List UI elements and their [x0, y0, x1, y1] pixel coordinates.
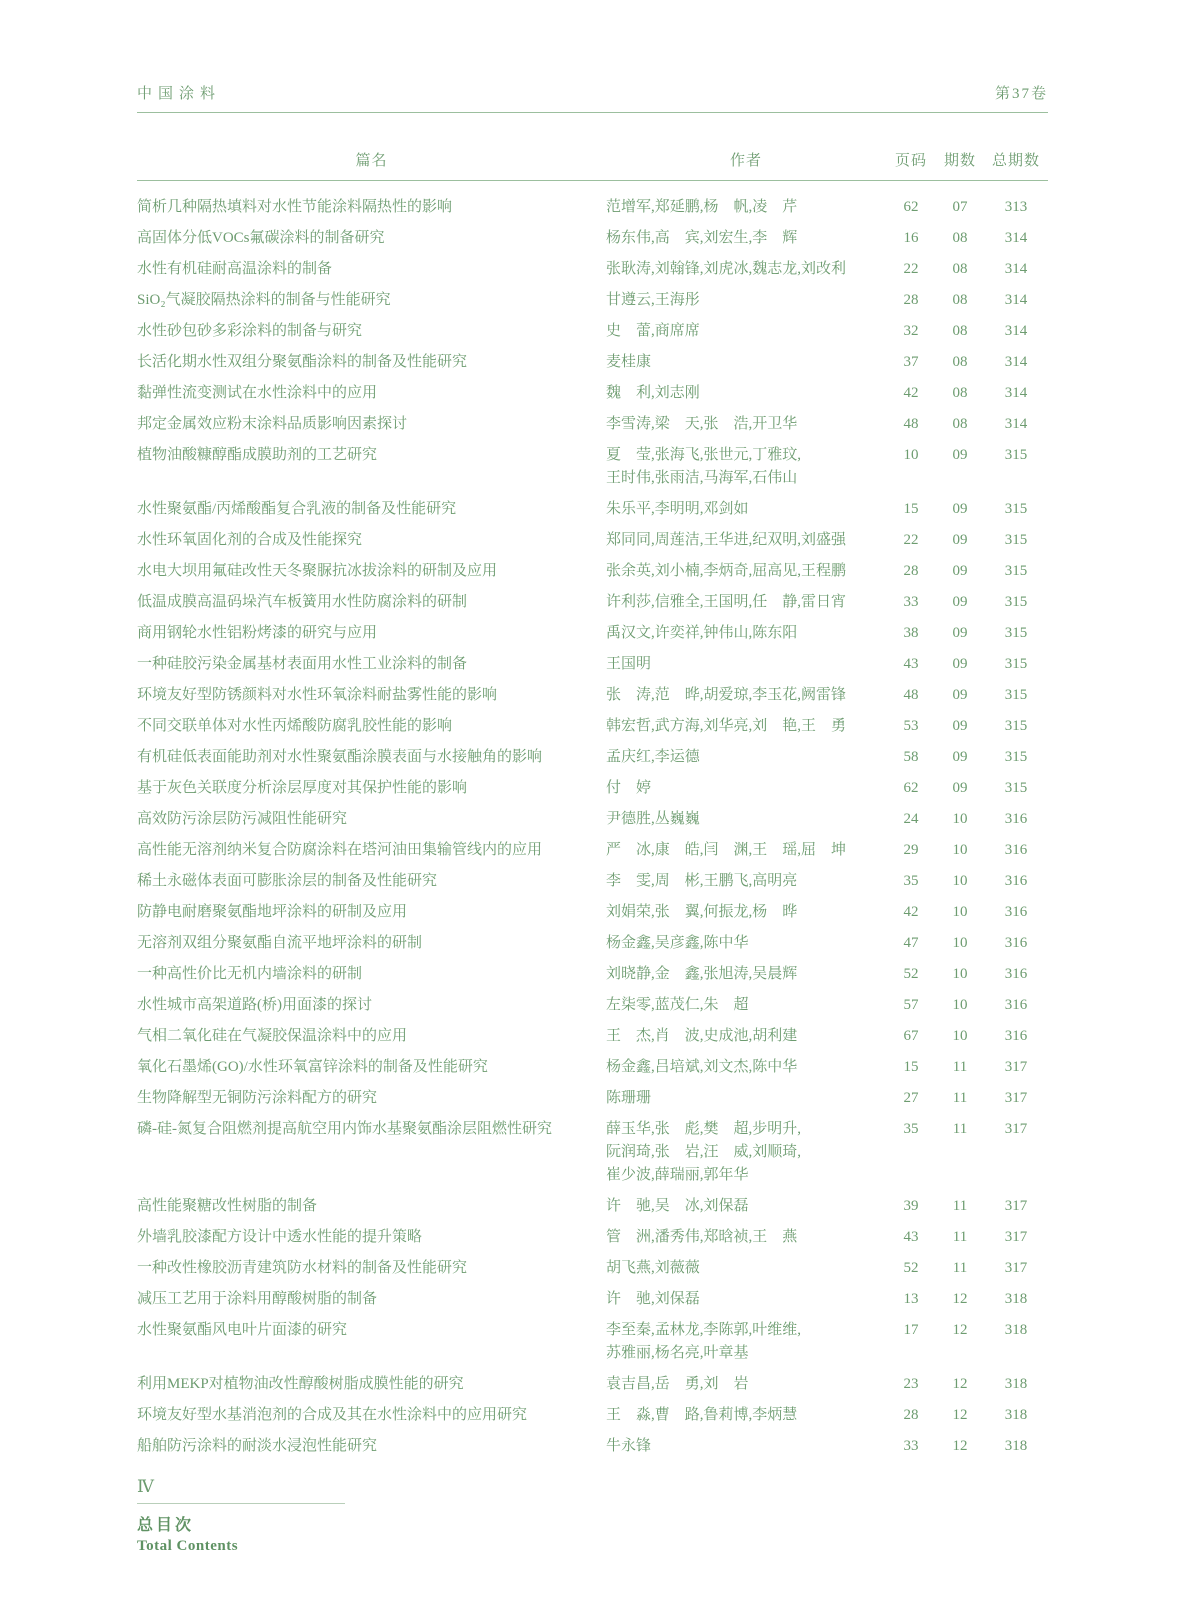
article-title: 水电大坝用氟硅改性天冬聚脲抗冰拔涂料的研制及应用	[137, 563, 498, 579]
author-line: 麦桂康	[606, 354, 652, 370]
article-title: 高固体分低VOCs氟碳涂料的制备研究	[137, 230, 385, 246]
article-title: 环境友好型防锈颜料对水性环氧涂料耐盐雾性能的影响	[137, 687, 498, 703]
authors-cell	[606, 653, 886, 676]
issue-number-cell: 12	[952, 1291, 968, 1307]
author-line: 严 冰,康 皓,闫 渊,王 瑶,屈 坤	[606, 842, 847, 858]
page-number-cell: 43	[903, 656, 919, 672]
total-issue-cell: 318	[1004, 1407, 1028, 1423]
author-line: 付 婷	[606, 780, 652, 796]
issue-number-cell: 09	[952, 594, 968, 610]
author-line: 王国明	[606, 656, 652, 672]
issue-number-cell: 08	[952, 292, 968, 308]
authors-cell	[606, 498, 886, 521]
table-row	[137, 498, 1048, 521]
total-issue-cell: 315	[1004, 687, 1028, 703]
article-title: 有机硅低表面能助剂对水性聚氨酯涂膜表面与水接触角的影响	[137, 749, 543, 765]
issue-number-cell: 12	[952, 1376, 968, 1392]
page-number-cell: 28	[903, 292, 919, 308]
page-number-cell: 35	[903, 1121, 919, 1137]
issue-number-cell: 12	[952, 1322, 968, 1338]
article-title: 外墙乳胶漆配方设计中透水性能的提升策略	[137, 1229, 423, 1245]
table-row	[137, 1319, 1048, 1365]
total-issue-cell: 315	[1004, 563, 1028, 579]
author-line: 苏雅丽,杨名亮,叶章基	[606, 1345, 749, 1361]
page-number-cell: 33	[903, 594, 919, 610]
authors-cell	[606, 932, 886, 955]
page-number-cell: 53	[903, 718, 919, 734]
page-number-cell: 10	[903, 447, 919, 463]
issue-number-cell: 10	[952, 904, 968, 920]
article-title: 气相二氧化硅在气凝胶保温涂料中的应用	[137, 1028, 408, 1044]
author-line: 杨金鑫,吕培斌,刘文杰,陈中华	[606, 1059, 798, 1075]
authors-cell	[606, 560, 886, 583]
article-title: 简析几种隔热填料对水性节能涂料隔热性的影响	[137, 199, 453, 215]
total-issue-cell: 314	[1004, 323, 1028, 339]
author-line: 陈珊珊	[606, 1090, 652, 1106]
page-number-cell: 15	[903, 1059, 919, 1075]
table-row	[137, 320, 1048, 343]
toc-table-body	[137, 181, 1048, 1458]
total-issue-cell: 317	[1004, 1090, 1028, 1106]
issue-number-cell: 09	[952, 447, 968, 463]
table-header-row	[137, 149, 1048, 181]
issue-number-cell: 10	[952, 997, 968, 1013]
page-number-cell: 28	[903, 1407, 919, 1423]
total-issue-cell: 317	[1004, 1198, 1028, 1214]
article-title: 一种硅胶污染金属基材表面用水性工业涂料的制备	[137, 656, 468, 672]
total-issue-cell: 316	[1004, 873, 1028, 889]
authors-cell	[606, 382, 886, 405]
issue-number-cell: 08	[952, 385, 968, 401]
authors-cell	[606, 901, 886, 924]
table-row	[137, 808, 1048, 831]
page-footer	[137, 1477, 437, 1555]
article-title: 邦定金属效应粉末涂料品质影响因素探讨	[137, 416, 408, 432]
article-title: 生物降解型无铜防污涂料配方的研究	[137, 1090, 378, 1106]
total-issue-cell: 315	[1004, 749, 1028, 765]
authors-cell	[606, 622, 886, 645]
page-number-cell: 58	[903, 749, 919, 765]
table-row	[137, 932, 1048, 955]
total-issue-cell: 314	[1004, 385, 1028, 401]
article-title: 水性砂包砂多彩涂料的制备与研究	[137, 323, 363, 339]
article-title: 环境友好型水基消泡剂的合成及其在水性涂料中的应用研究	[137, 1407, 528, 1423]
issue-number-cell: 12	[952, 1407, 968, 1423]
issue-number-cell: 08	[952, 261, 968, 277]
table-row	[137, 622, 1048, 645]
running-head	[137, 0, 1048, 113]
total-issue-cell: 314	[1004, 354, 1028, 370]
author-line: 甘遵云,王海彤	[606, 292, 700, 308]
issue-number-cell: 12	[952, 1438, 968, 1454]
page-number-cell: 38	[903, 625, 919, 641]
page-number-cell: 22	[903, 261, 919, 277]
authors-cell	[606, 963, 886, 986]
article-title: 商用钢轮水性铝粉烤漆的研究与应用	[137, 625, 378, 641]
authors-cell	[606, 715, 886, 738]
table-row	[137, 1195, 1048, 1218]
table-row	[137, 289, 1048, 312]
total-issue-cell: 314	[1004, 292, 1028, 308]
table-row	[137, 901, 1048, 924]
page-number-cell: 13	[903, 1291, 919, 1307]
table-row	[137, 382, 1048, 405]
authors-cell	[606, 258, 886, 281]
column-header-page: 页码	[894, 153, 927, 169]
author-line: 李 雯,周 彬,王鹏飞,高明亮	[606, 873, 798, 889]
table-row	[137, 351, 1048, 374]
page-number-cell: 24	[903, 811, 919, 827]
issue-number-cell: 08	[952, 230, 968, 246]
authors-cell	[606, 1435, 886, 1458]
author-line: 张耿涛,刘翰锋,刘虎冰,魏志龙,刘改利	[606, 261, 847, 277]
column-header-total-issue: 总期数	[991, 153, 1040, 169]
author-line: 崔少波,薛瑞丽,郭年华	[606, 1167, 749, 1183]
page-content	[137, 0, 1048, 1466]
total-issue-cell: 315	[1004, 625, 1028, 641]
author-line: 薛玉华,张 彪,樊 超,步明升,	[606, 1121, 802, 1137]
total-issue-cell: 316	[1004, 811, 1028, 827]
table-row	[137, 413, 1048, 436]
article-title: 高性能无溶剂纳米复合防腐涂料在塔河油田集输管线内的应用	[137, 842, 543, 858]
page-number-cell: 52	[903, 1260, 919, 1276]
issue-number-cell: 09	[952, 625, 968, 641]
author-line: 阮润琦,张 岩,汪 威,刘顺琦,	[606, 1144, 802, 1160]
table-row	[137, 227, 1048, 250]
issue-number-cell: 09	[952, 749, 968, 765]
author-line: 管 洲,潘秀伟,郑晗祯,王 燕	[606, 1229, 798, 1245]
author-line: 王时伟,张雨洁,马海军,石伟山	[606, 470, 798, 486]
author-line: 胡飞燕,刘薇薇	[606, 1260, 700, 1276]
authors-cell	[606, 227, 886, 250]
article-title: 磷-硅-氮复合阻燃剂提高航空用内饰水基聚氨酯涂层阻燃性研究	[137, 1121, 552, 1137]
total-issue-cell: 315	[1004, 501, 1028, 517]
authors-cell	[606, 320, 886, 343]
table-row	[137, 777, 1048, 800]
author-line: 夏 莹,张海飞,张世元,丁雅玟,	[606, 447, 802, 463]
total-issue-cell: 314	[1004, 261, 1028, 277]
table-row	[137, 715, 1048, 738]
article-title: SiO₂气凝胶隔热涂料的制备与性能研究	[137, 292, 391, 308]
article-title: 水性有机硅耐高温涂料的制备	[137, 261, 333, 277]
total-issue-cell: 315	[1004, 656, 1028, 672]
article-title: 长活化期水性双组分聚氨酯涂料的制备及性能研究	[137, 354, 468, 370]
table-row	[137, 1404, 1048, 1427]
authors-cell	[606, 870, 886, 893]
table-row	[137, 684, 1048, 707]
author-line: 杨金鑫,吴彦鑫,陈中华	[606, 935, 749, 951]
table-row	[137, 444, 1048, 490]
table-row	[137, 529, 1048, 552]
authors-cell	[606, 289, 886, 312]
issue-number-cell: 09	[952, 656, 968, 672]
issue-number-cell: 11	[952, 1260, 968, 1276]
page-number-cell: 57	[903, 997, 919, 1013]
page-number-cell: 23	[903, 1376, 919, 1392]
authors-cell	[606, 591, 886, 614]
table-row	[137, 1056, 1048, 1079]
section-title-cn: 总目次	[137, 1517, 195, 1534]
page-number-cell: 48	[903, 687, 919, 703]
total-issue-cell: 316	[1004, 935, 1028, 951]
table-row	[137, 963, 1048, 986]
table-row	[137, 1435, 1048, 1458]
author-line: 禹汉文,许奕祥,钟伟山,陈东阳	[606, 625, 798, 641]
total-issue-cell: 315	[1004, 780, 1028, 796]
authors-cell	[606, 777, 886, 800]
author-line: 尹德胜,丛巍巍	[606, 811, 700, 827]
author-line: 魏 利,刘志刚	[606, 385, 700, 401]
page-number-cell: 35	[903, 873, 919, 889]
article-title: 基于灰色关联度分析涂层厚度对其保护性能的影响	[137, 780, 468, 796]
page-number-cell: 27	[903, 1090, 919, 1106]
authors-cell	[606, 413, 886, 436]
page-number-cell: 42	[903, 904, 919, 920]
page-number-cell: 37	[903, 354, 919, 370]
author-line: 左柒零,蓝茂仁,朱 超	[606, 997, 749, 1013]
total-issue-cell: 316	[1004, 1028, 1028, 1044]
article-title: 无溶剂双组分聚氨酯自流平地坪涂料的研制	[137, 935, 423, 951]
total-issue-cell: 316	[1004, 966, 1028, 982]
author-line: 刘晓静,金 鑫,张旭涛,吴晨辉	[606, 966, 798, 982]
total-issue-cell: 315	[1004, 594, 1028, 610]
table-row	[137, 994, 1048, 1017]
issue-number-cell: 11	[952, 1198, 968, 1214]
column-header-authors: 作者	[729, 153, 762, 169]
total-issue-cell: 317	[1004, 1121, 1028, 1137]
total-issue-cell: 313	[1004, 199, 1028, 215]
table-row	[137, 196, 1048, 219]
author-line: 牛永锋	[606, 1438, 652, 1454]
page-number-cell: 32	[903, 323, 919, 339]
author-line: 孟庆红,李运德	[606, 749, 700, 765]
issue-number-cell: 10	[952, 1028, 968, 1044]
article-title: 植物油酸糠醇酯成膜助剂的工艺研究	[137, 447, 378, 463]
footer-divider	[137, 1503, 345, 1504]
table-row	[137, 1118, 1048, 1187]
total-issue-cell: 315	[1004, 532, 1028, 548]
page-number: Ⅳ	[137, 1477, 154, 1496]
issue-number-cell: 09	[952, 563, 968, 579]
page-number-cell: 17	[903, 1322, 919, 1338]
page-number-cell: 48	[903, 416, 919, 432]
issue-number-cell: 11	[952, 1229, 968, 1245]
author-line: 韩宏哲,武方海,刘华亮,刘 艳,王 勇	[606, 718, 847, 734]
authors-cell	[606, 1195, 886, 1218]
authors-cell	[606, 1056, 886, 1079]
article-title: 一种改性橡胶沥青建筑防水材料的制备及性能研究	[137, 1260, 468, 1276]
total-issue-cell: 316	[1004, 997, 1028, 1013]
authors-cell	[606, 351, 886, 374]
page-number-cell: 62	[903, 780, 919, 796]
issue-number-cell: 11	[952, 1090, 968, 1106]
issue-number-cell: 10	[952, 966, 968, 982]
article-title: 船舶防污涂料的耐淡水浸泡性能研究	[137, 1438, 378, 1454]
total-issue-cell: 316	[1004, 842, 1028, 858]
total-issue-cell: 318	[1004, 1291, 1028, 1307]
article-title: 氧化石墨烯(GO)/水性环氧富锌涂料的制备及性能研究	[137, 1059, 488, 1075]
issue-number-cell: 09	[952, 687, 968, 703]
issue-number-cell: 10	[952, 873, 968, 889]
article-title: 一种高性价比无机内墙涂料的研制	[137, 966, 363, 982]
page-number-cell: 29	[903, 842, 919, 858]
total-issue-cell: 317	[1004, 1059, 1028, 1075]
article-title: 防静电耐磨聚氨酯地坪涂料的研制及应用	[137, 904, 408, 920]
author-line: 张 涛,范 晔,胡爱琼,李玉花,阙雷锋	[606, 687, 847, 703]
page-number-cell: 33	[903, 1438, 919, 1454]
authors-cell	[606, 1373, 886, 1396]
author-line: 张余英,刘小楠,李炳奇,屈高见,王程鹏	[606, 563, 847, 579]
authors-cell	[606, 994, 886, 1017]
issue-number-cell: 08	[952, 354, 968, 370]
journal-title: 中国涂料	[137, 86, 222, 102]
issue-number-cell: 09	[952, 718, 968, 734]
issue-number-cell: 11	[952, 1121, 968, 1137]
table-row	[137, 746, 1048, 769]
article-title: 黏弹性流变测试在水性涂料中的应用	[137, 385, 378, 401]
authors-cell	[606, 1087, 886, 1110]
issue-number-cell: 08	[952, 416, 968, 432]
table-row	[137, 1087, 1048, 1110]
issue-number-cell: 10	[952, 935, 968, 951]
page-number-cell: 15	[903, 501, 919, 517]
total-issue-cell: 318	[1004, 1322, 1028, 1338]
table-row	[137, 1025, 1048, 1048]
authors-cell	[606, 808, 886, 831]
author-line: 王 淼,曹 路,鲁莉博,李炳慧	[606, 1407, 798, 1423]
volume-label: 第37卷	[994, 86, 1048, 102]
author-line: 李雪涛,梁 天,张 浩,开卫华	[606, 416, 798, 432]
table-row	[137, 870, 1048, 893]
author-line: 袁吉昌,岳 勇,刘 岩	[606, 1376, 749, 1392]
author-line: 史 蕾,商席席	[606, 323, 700, 339]
page-number-cell: 16	[903, 230, 919, 246]
table-row	[137, 1373, 1048, 1396]
page-number-cell: 67	[903, 1028, 919, 1044]
article-title: 高性能聚糖改性树脂的制备	[137, 1198, 318, 1214]
author-line: 王 杰,肖 波,史成池,胡利建	[606, 1028, 798, 1044]
table-row	[137, 560, 1048, 583]
section-title-en: Total Contents	[137, 1538, 239, 1554]
article-title: 减压工艺用于涂料用醇酸树脂的制备	[137, 1291, 378, 1307]
authors-cell	[606, 684, 886, 707]
author-line: 许利莎,信雅全,王国明,任 静,雷日宵	[606, 594, 847, 610]
total-issue-cell: 318	[1004, 1376, 1028, 1392]
authors-cell	[606, 529, 886, 552]
author-line: 郑同同,周莲洁,王华进,纪双明,刘盛强	[606, 532, 847, 548]
authors-cell	[606, 1118, 886, 1187]
total-issue-cell: 316	[1004, 904, 1028, 920]
issue-number-cell: 11	[952, 1059, 968, 1075]
article-title: 低温成膜高温码垛汽车板簧用水性防腐涂料的研制	[137, 594, 468, 610]
authors-cell	[606, 746, 886, 769]
issue-number-cell: 10	[952, 842, 968, 858]
page-number-cell: 28	[903, 563, 919, 579]
page-number-cell: 47	[903, 935, 919, 951]
total-issue-cell: 315	[1004, 718, 1028, 734]
page-number-cell: 39	[903, 1198, 919, 1214]
issue-number-cell: 08	[952, 323, 968, 339]
issue-number-cell: 07	[952, 199, 968, 215]
article-title: 利用MEKP对植物油改性醇酸树脂成膜性能的研究	[137, 1376, 464, 1392]
issue-number-cell: 10	[952, 811, 968, 827]
total-issue-cell: 315	[1004, 447, 1028, 463]
author-line: 许 驰,吴 冰,刘保磊	[606, 1198, 749, 1214]
page-number-cell: 62	[903, 199, 919, 215]
page-number-cell: 43	[903, 1229, 919, 1245]
author-line: 杨东伟,高 宾,刘宏生,李 辉	[606, 230, 798, 246]
page-number-cell: 22	[903, 532, 919, 548]
issue-number-cell: 09	[952, 501, 968, 517]
article-title: 水性聚氨酯/丙烯酸酯复合乳液的制备及性能研究	[137, 501, 457, 517]
authors-cell	[606, 444, 886, 490]
authors-cell	[606, 1257, 886, 1280]
authors-cell	[606, 839, 886, 862]
issue-number-cell: 09	[952, 780, 968, 796]
author-line: 朱乐平,李明明,邓剑如	[606, 501, 749, 517]
article-title: 水性城市高架道路(桥)用面漆的探讨	[137, 997, 372, 1013]
article-title: 水性环氧固化剂的合成及性能探究	[137, 532, 363, 548]
article-title: 稀土永磁体表面可膨胀涂层的制备及性能研究	[137, 873, 438, 889]
page-number-cell: 42	[903, 385, 919, 401]
article-title: 不同交联单体对水性丙烯酸防腐乳胶性能的影响	[137, 718, 453, 734]
article-title: 水性聚氨酯风电叶片面漆的研究	[137, 1322, 348, 1338]
table-row	[137, 1257, 1048, 1280]
table-row	[137, 839, 1048, 862]
total-issue-cell: 314	[1004, 416, 1028, 432]
issue-number-cell: 09	[952, 532, 968, 548]
author-line: 李至秦,孟林龙,李陈郭,叶维维,	[606, 1322, 802, 1338]
authors-cell	[606, 196, 886, 219]
table-row	[137, 1226, 1048, 1249]
authors-cell	[606, 1288, 886, 1311]
total-issue-cell: 318	[1004, 1438, 1028, 1454]
total-issue-cell: 314	[1004, 230, 1028, 246]
table-row	[137, 1288, 1048, 1311]
author-line: 许 驰,刘保磊	[606, 1291, 700, 1307]
authors-cell	[606, 1025, 886, 1048]
author-line: 范增军,郑延鹏,杨 帆,凌 芹	[606, 199, 798, 215]
authors-cell	[606, 1319, 886, 1365]
column-header-issue: 期数	[943, 153, 976, 169]
authors-cell	[606, 1404, 886, 1427]
author-line: 刘娟荣,张 翼,何振龙,杨 晔	[606, 904, 798, 920]
total-issue-cell: 317	[1004, 1260, 1028, 1276]
table-row	[137, 653, 1048, 676]
table-row	[137, 258, 1048, 281]
article-title: 高效防污涂层防污减阻性能研究	[137, 811, 348, 827]
column-header-title: 篇名	[355, 153, 388, 169]
total-issue-cell: 317	[1004, 1229, 1028, 1245]
table-row	[137, 591, 1048, 614]
authors-cell	[606, 1226, 886, 1249]
page-number-cell: 52	[903, 966, 919, 982]
